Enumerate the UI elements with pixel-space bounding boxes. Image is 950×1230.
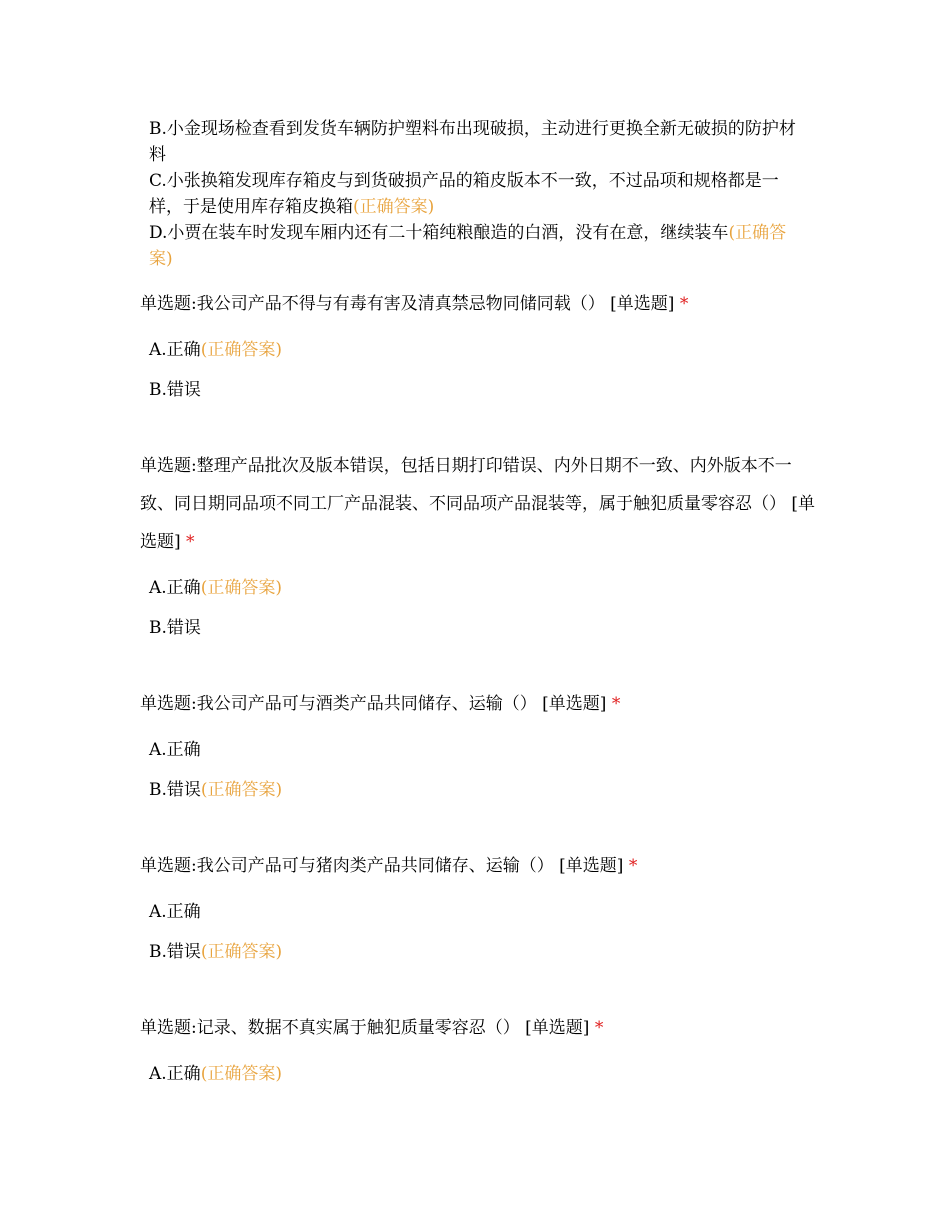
option-text: A.正确 — [149, 740, 201, 760]
option-b[interactable] — [149, 777, 282, 803]
correct-answer-marker: (正确答案) — [200, 780, 283, 800]
option-text: A.正确 — [149, 1064, 201, 1084]
question-type-tag: [单选题] — [542, 694, 607, 714]
question-title — [140, 847, 820, 885]
question-type-tag: [单选题] — [525, 1018, 590, 1038]
question-title — [140, 285, 820, 323]
question-type-tag: [单选题] — [610, 294, 675, 314]
option-a[interactable] — [149, 737, 201, 763]
question-title — [140, 685, 820, 723]
option-text: D.小贾在装车时发现车厢内还有二十箱纯粮酿造的白酒，没有在意，继续装车 — [149, 223, 729, 243]
option-a[interactable] — [149, 337, 282, 363]
question-text: 单选题:我公司产品可与酒类产品共同储存、运输（） — [140, 694, 537, 714]
question-text: 单选题:记录、数据不真实属于触犯质量零容忍（） — [140, 1018, 520, 1038]
option-text: A.正确 — [149, 902, 201, 922]
required-mark: * — [628, 856, 638, 876]
option-text: C.小张换箱发现库存箱皮与到货破损产品的箱皮版本不一致，不过品项和规格都是一样，于是使用库存箱皮换箱 — [149, 171, 779, 217]
option-text: A.正确 — [149, 340, 201, 360]
question-text: 单选题:我公司产品可与猪肉类产品共同储存、运输（） — [140, 856, 554, 876]
option-text: B.错误 — [149, 618, 201, 638]
question-title — [140, 1009, 820, 1047]
question-text: 单选题:整理产品批次及版本错误，包括日期打印错误、内外日期不一致、内外版本不一致、同日期同品项不同工厂产品混装、不同品项产品混装等，属于触犯质量零容忍（） — [140, 456, 792, 514]
option-b[interactable] — [149, 377, 201, 403]
required-mark: * — [594, 1018, 604, 1038]
question-type-tag: [单选题] — [140, 494, 816, 552]
option-c[interactable] — [149, 168, 809, 220]
correct-answer-marker: (正确答案) — [200, 578, 282, 598]
option-a[interactable] — [149, 575, 282, 601]
question-title — [140, 447, 820, 561]
option-text: B.错误 — [149, 942, 201, 962]
option-b[interactable] — [149, 116, 809, 168]
option-text: B.小金现场检查看到发货车辆防护塑料布出现破损，主动进行更换全新无破损的防护材料 — [149, 119, 796, 165]
option-b[interactable] — [149, 939, 282, 965]
option-a[interactable] — [149, 899, 201, 925]
option-text: B.错误 — [149, 780, 201, 800]
option-text: B.错误 — [149, 380, 201, 400]
option-b[interactable] — [149, 615, 201, 641]
correct-answer-marker: (正确答案) — [200, 340, 282, 360]
required-mark: * — [679, 294, 689, 314]
continued-options — [149, 116, 809, 272]
correct-answer-marker: (正确答案) — [200, 942, 283, 962]
question-text: 单选题:我公司产品不得与有毒有害及清真禁忌物同储同载（） — [140, 294, 605, 314]
correct-answer-marker: (正确答案) — [353, 197, 435, 217]
required-mark: * — [186, 532, 195, 552]
correct-answer-marker: (正确答案) — [149, 223, 787, 269]
question-type-tag: [单选题] — [559, 856, 624, 876]
option-a[interactable] — [149, 1061, 282, 1087]
required-mark: * — [611, 694, 621, 714]
correct-answer-marker: (正确答案) — [200, 1064, 282, 1084]
option-d[interactable] — [149, 220, 809, 272]
option-text: A.正确 — [149, 578, 201, 598]
